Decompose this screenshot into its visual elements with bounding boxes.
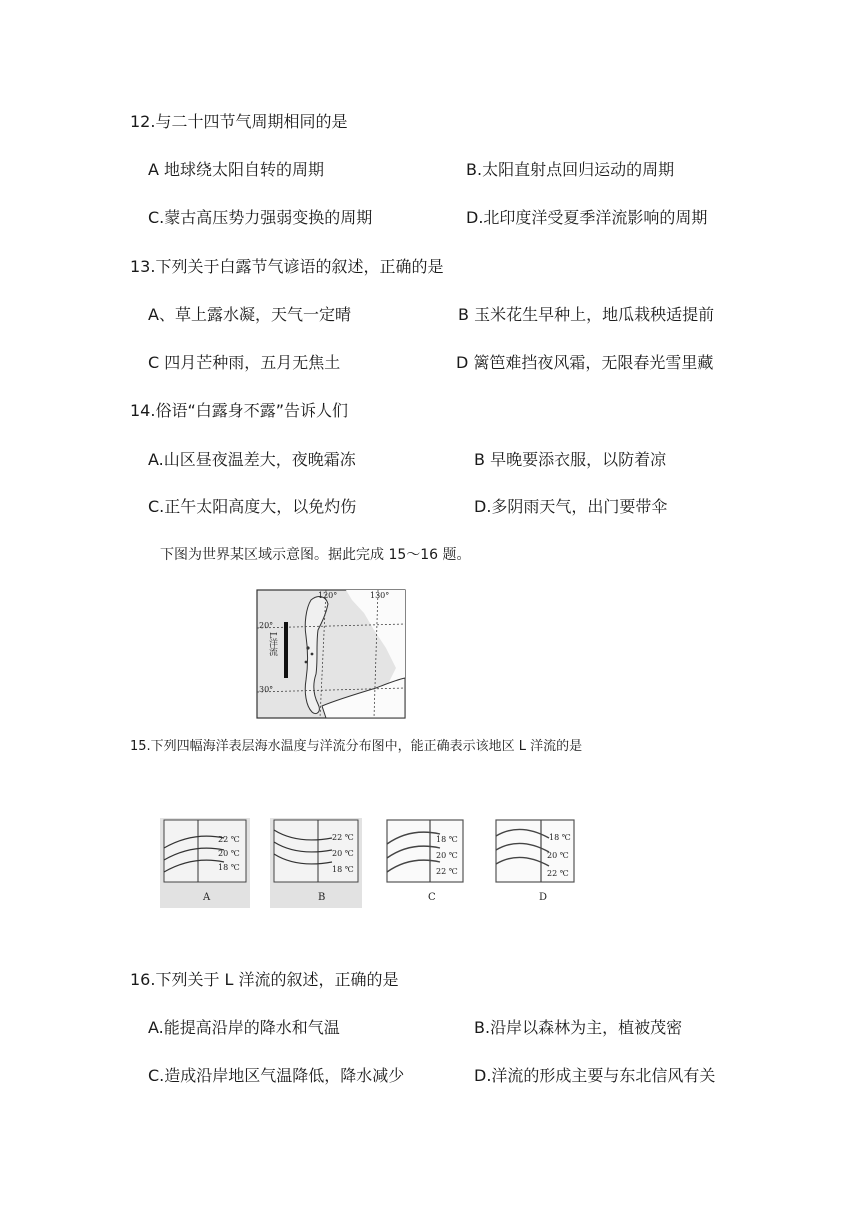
current-label: L洋流 — [267, 632, 277, 656]
option-a-temp-1: 22 ℃ — [218, 835, 240, 844]
question-13-option-a: A、草上露水凝，天气一定晴 — [148, 305, 351, 324]
option-b-temp-3: 18 ℃ — [332, 865, 354, 874]
option-a-label: A — [203, 892, 211, 903]
option-b-label: B — [318, 892, 326, 903]
question-13-option-b: B 玉米花生早种上，地瓜栽秧适提前 — [458, 305, 715, 324]
lon-label-130: 130° — [370, 591, 390, 600]
question-16-option-a: A.能提高沿岸的降水和气温 — [148, 1018, 340, 1037]
question-12-option-d: D.北印度洋受夏季洋流影响的周期 — [466, 208, 708, 227]
question-16-option-b: B.沿岸以森林为主，植被茂密 — [474, 1018, 683, 1037]
option-d-temp-3: 22 ℃ — [547, 869, 569, 878]
question-14-option-c: C.正午太阳高度大，以免灼伤 — [148, 497, 357, 516]
lat-label-20: 20° — [259, 621, 274, 630]
region-map — [256, 588, 408, 720]
question-14-option-a: A.山区昼夜温差大，夜晚霜冻 — [148, 450, 356, 469]
option-figure-a — [160, 818, 250, 908]
question-16-option-c: C.造成沿岸地区气温降低，降水减少 — [148, 1066, 405, 1085]
question-14-option-d: D.多阴雨天气，出门要带伞 — [474, 497, 668, 516]
current-bar — [284, 622, 288, 678]
option-figure-d — [493, 818, 579, 908]
figure-intro: 下图为世界某区域示意图。据此完成 15～16 题。 — [160, 547, 471, 563]
option-c-temp-1: 18 ℃ — [436, 835, 458, 844]
option-c-label: C — [428, 892, 436, 903]
option-b-temp-2: 20 ℃ — [332, 849, 354, 858]
lat-label-30: 30° — [259, 685, 274, 694]
islet-3 — [305, 661, 308, 664]
question-15-stem: 15.下列四幅海洋表层海水温度与洋流分布图中，能正确表示该地区 L 洋流的是 — [130, 739, 583, 754]
option-d-temp-2: 20 ℃ — [547, 851, 569, 860]
question-14-option-b: B 早晚要添衣服，以防着凉 — [474, 450, 667, 469]
option-a-temp-3: 18 ℃ — [218, 863, 240, 872]
question-14-stem: 14.俗语“白露身不露”告诉人们 — [130, 401, 349, 420]
option-figure-c — [384, 818, 468, 908]
option-c-temp-3: 22 ℃ — [436, 867, 458, 876]
option-d-temp-1: 18 ℃ — [549, 833, 571, 842]
question-12-option-b: B.太阳直射点回归运动的周期 — [466, 160, 675, 179]
question-16-option-d: D.洋流的形成主要与东北信风有关 — [474, 1066, 716, 1085]
question-13-stem: 13.下列关于白露节气谚语的叙述，正确的是 — [130, 257, 444, 276]
option-a-temp-2: 20 ℃ — [218, 849, 240, 858]
option-c-temp-2: 20 ℃ — [436, 851, 458, 860]
option-figure-b — [270, 818, 362, 908]
islet-1 — [306, 646, 309, 649]
question-12-option-c: C.蒙古高压势力强弱变换的周期 — [148, 208, 373, 227]
option-d-label: D — [539, 892, 548, 903]
option-b-temp-1: 22 ℃ — [332, 833, 354, 842]
question-12-option-a: A 地球绕太阳自转的周期 — [148, 160, 325, 179]
lon-label-120: 120° — [318, 591, 338, 600]
question-13-option-c: C 四月芒种雨，五月无焦土 — [148, 353, 341, 372]
islet-2 — [311, 653, 314, 656]
question-13-option-d: D 篱笆难挡夜风霜，无限春光雪里藏 — [456, 353, 714, 372]
question-12-stem: 12.与二十四节气周期相同的是 — [130, 112, 348, 131]
question-16-stem: 16.下列关于 L 洋流的叙述，正确的是 — [130, 970, 399, 989]
